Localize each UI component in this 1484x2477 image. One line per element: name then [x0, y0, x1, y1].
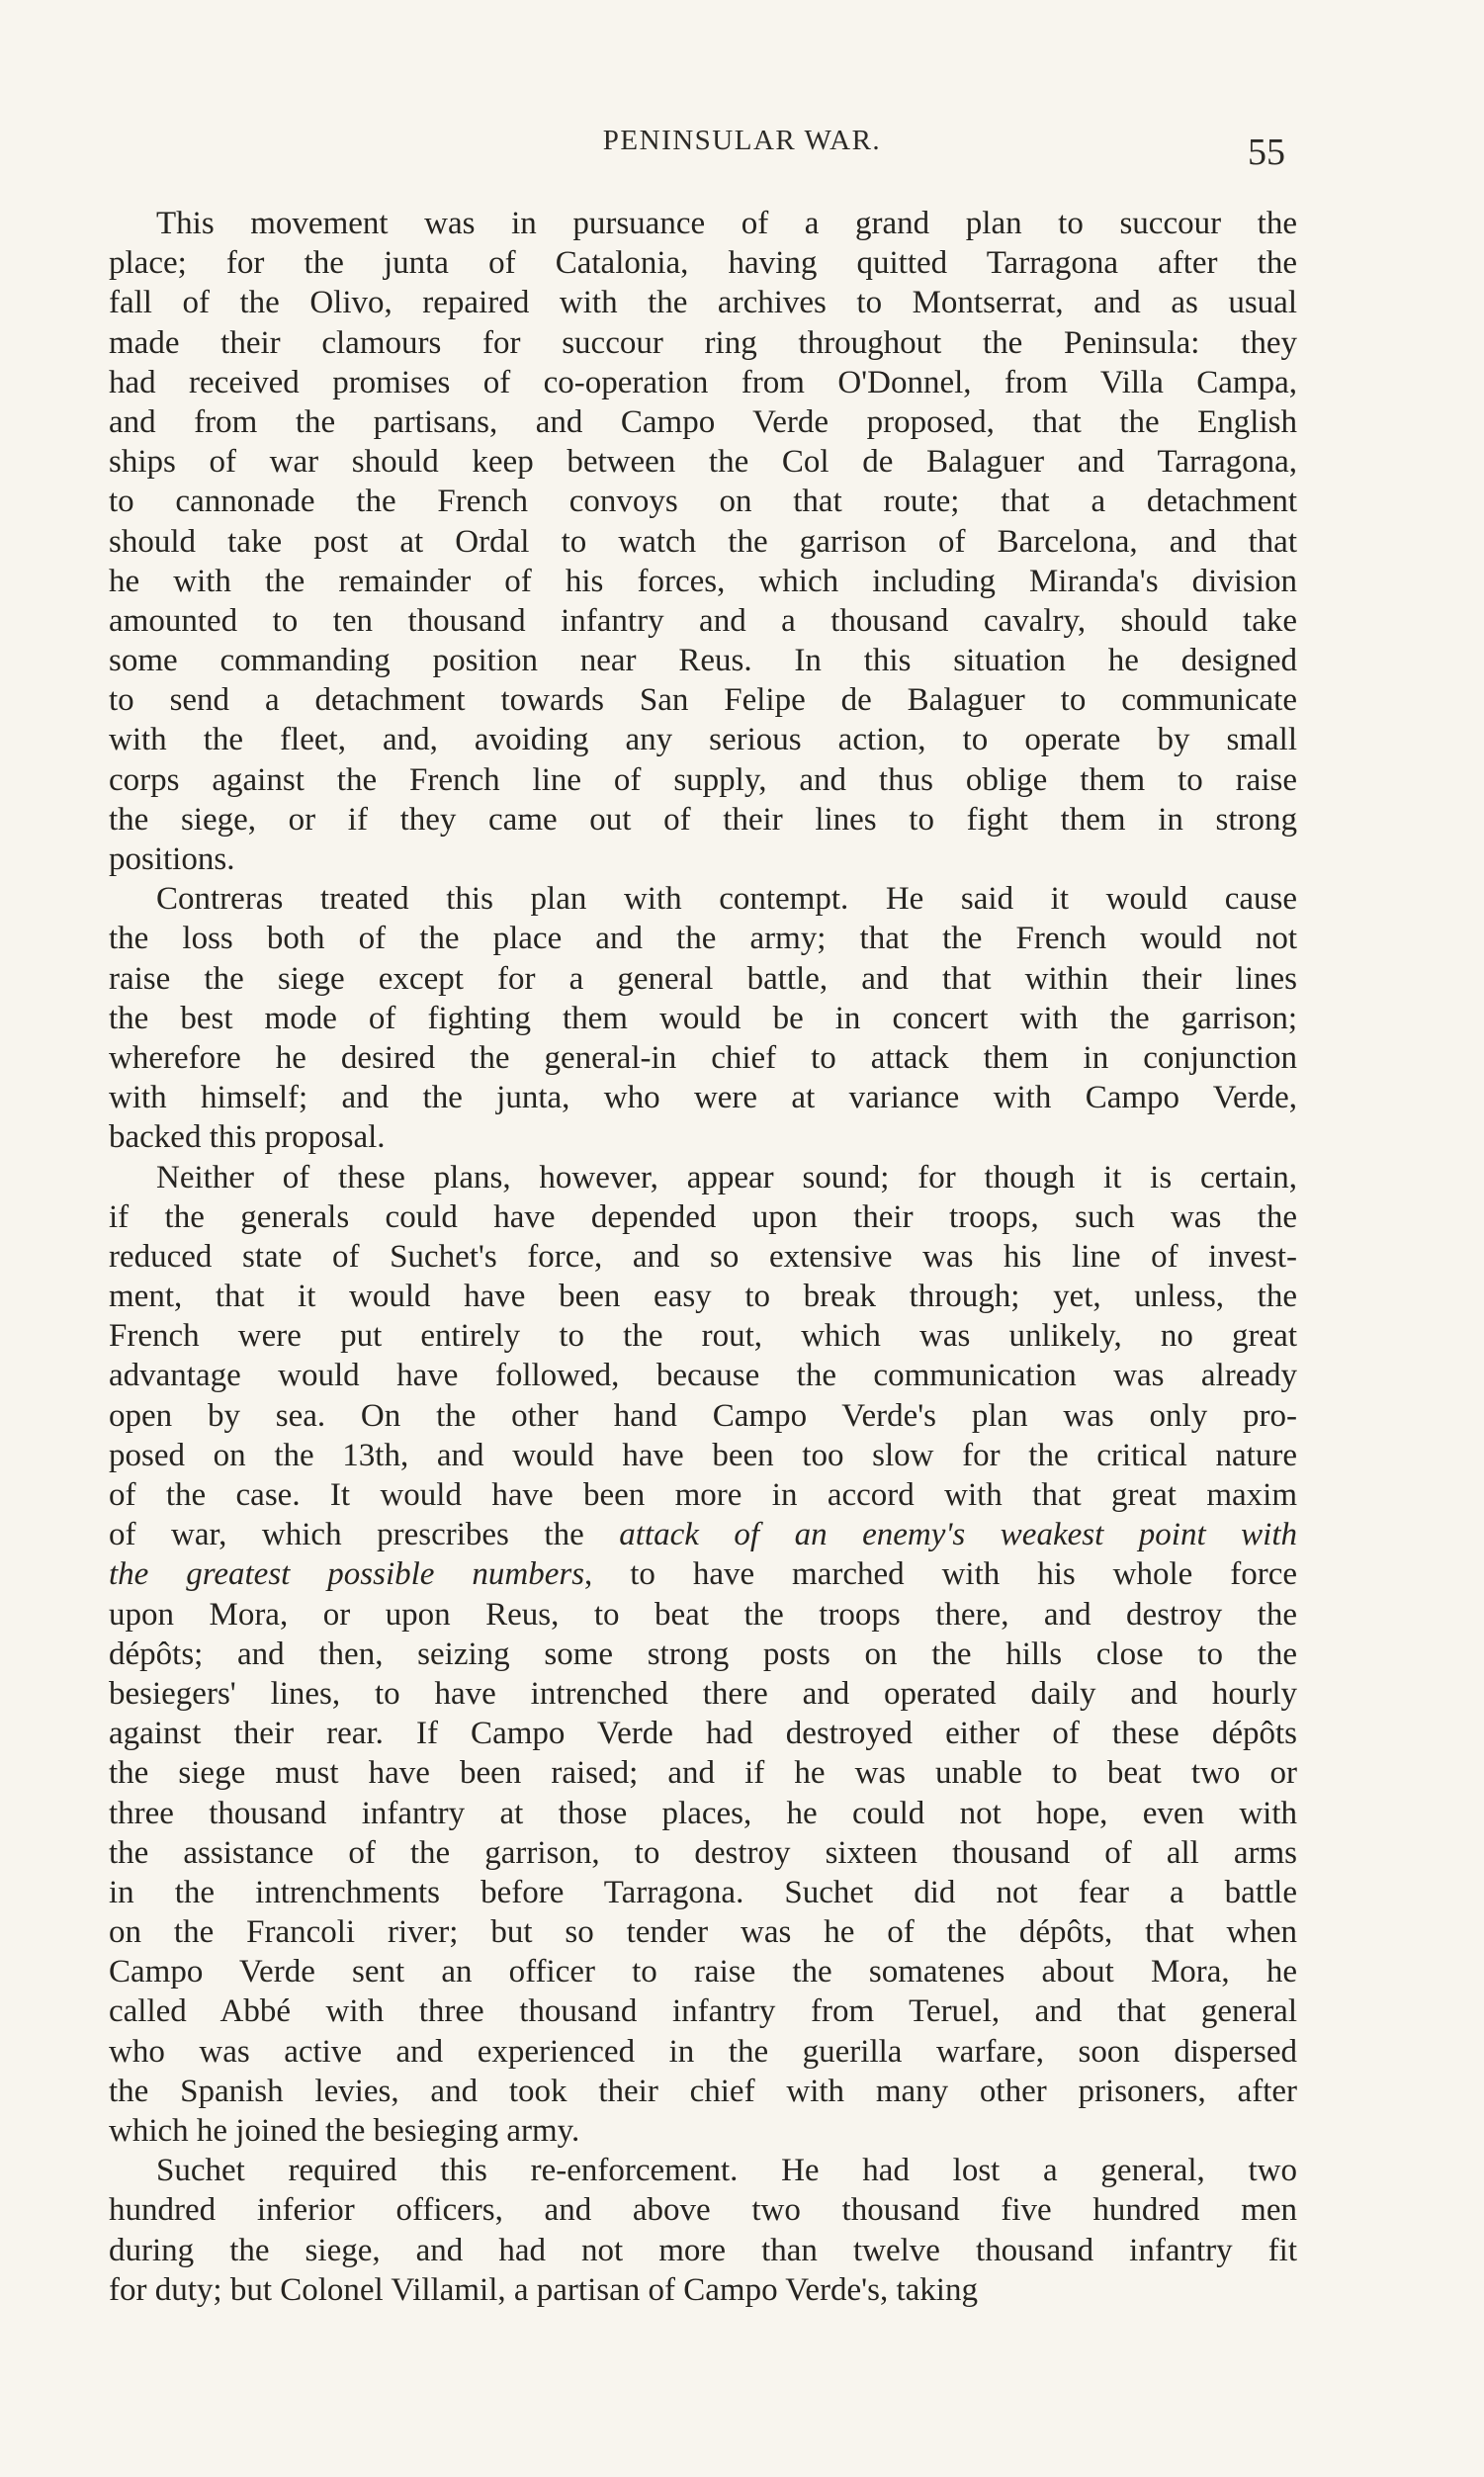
text-segment: the Spanish levies, and took their chief with many other prisoners, after [109, 2073, 1297, 2109]
text-line [109, 204, 1297, 243]
text-line [109, 959, 1297, 999]
text-line [109, 1078, 1297, 1117]
text-line [109, 680, 1297, 720]
text-line [109, 1952, 1297, 1991]
text-segment: open by sea. On the other hand Campo Verde's plan was only pro- [109, 1397, 1297, 1434]
text-line [109, 243, 1297, 283]
page-number: 55 [1248, 132, 1285, 173]
text-segment: on the Francoli river; but so tender was he of the dépôts, that when [109, 1914, 1297, 1951]
text-segment: upon Mora, or upon Reus, to beat the troops there, and destroy the [109, 1596, 1297, 1633]
text-segment: of the case. It would have been more in accord with that great maxim [109, 1477, 1297, 1513]
text-segment: with the fleet, and, avoiding any serious action, to operate by small [109, 722, 1297, 758]
text-segment: to send a detachment towards San Felipe de Balaguer to communicate [109, 682, 1297, 719]
emphasis-text: attack of an enemy's weakest point with [619, 1517, 1297, 1553]
text-line [109, 1117, 1297, 1157]
text-segment: ment, that it would have been easy to break through; yet, unless, the [109, 1279, 1297, 1315]
text-line [109, 1873, 1297, 1912]
text-segment: against their rear. If Campo Verde had destroyed either of these dépôts [109, 1716, 1297, 1752]
body-text [109, 204, 1297, 2310]
text-segment: , to have marched with his whole force [584, 1556, 1297, 1593]
text-line [109, 601, 1297, 641]
text-segment: the siege must have been raised; and if he was unable to beat two or [109, 1755, 1297, 1792]
text-segment: if the generals could have depended upon their troops, such was the [109, 1198, 1297, 1235]
text-line [109, 2111, 1297, 2151]
text-line [109, 1158, 1297, 1197]
text-segment: some commanding position near Reus. In this situation he designed [109, 643, 1297, 679]
text-segment: made their clamours for succour ring throughout the Peninsula: they [109, 324, 1297, 361]
text-line [109, 919, 1297, 958]
text-line [109, 1794, 1297, 1833]
text-segment: to cannonade the French convoys on that route; that a detachment [109, 484, 1297, 520]
text-segment: wherefore he desired the general-in chief to attack them in conjunction [109, 1039, 1297, 1076]
text-line [109, 402, 1297, 442]
text-segment: posed on the 13th, and would have been too slow for the critical nature [109, 1437, 1297, 1473]
text-line [109, 1991, 1297, 2031]
text-line [109, 1635, 1297, 1674]
text-line [109, 1436, 1297, 1475]
text-line [109, 482, 1297, 521]
text-line [109, 1237, 1297, 1277]
text-segment: besiegers' lines, to have intrenched there and operated daily and hourly [109, 1675, 1297, 1712]
text-segment: Suchet required this re-enforcement. He had lost a general, two [156, 2153, 1297, 2189]
emphasis-text: the greatest possible numbers [109, 1556, 585, 1593]
text-segment: in the intrenchments before Tarragona. Suchet did not fear a battle [109, 1874, 1297, 1910]
text-segment: place; for the junta of Catalonia, having quitted Tarragona after the [109, 245, 1297, 282]
text-segment: called Abbé with three thousand infantry from Teruel, and that general [109, 1993, 1297, 2030]
text-segment: amounted to ten thousand infantry and a thousand cavalry, should take [109, 602, 1297, 639]
text-line [109, 2151, 1297, 2190]
text-segment: reduced state of Suchet's force, and so extensive was his line of invest- [109, 1238, 1297, 1275]
text-line [109, 1714, 1297, 1753]
text-line [109, 1396, 1297, 1436]
text-line [109, 1595, 1297, 1635]
running-head: PENINSULAR WAR. [602, 125, 882, 156]
text-segment: which he joined the besieging army. [109, 2113, 580, 2149]
text-line [109, 363, 1297, 402]
text-segment: Campo Verde sent an officer to raise the somatenes about Mora, he [109, 1954, 1297, 1990]
text-segment: This movement was in pursuance of a grand plan to succour the [156, 206, 1297, 241]
text-segment: the assistance of the garrison, to destroy sixteen thousand of all arms [109, 1834, 1297, 1871]
text-segment: fall of the Olivo, repaired with the archives to Montserrat, and as usual [109, 285, 1297, 321]
text-segment: of war, which prescribes the [109, 1517, 620, 1553]
text-segment: Neither of these plans, however, appear sound; for though it is certain, [156, 1159, 1297, 1195]
text-segment: corps against the French line of supply, and thus oblige them to raise [109, 761, 1297, 798]
text-line [109, 1753, 1297, 1793]
text-line [109, 2032, 1297, 2072]
text-segment: raise the siege except for a general battle, and that within their lines [109, 960, 1297, 997]
text-segment: French were put entirely to the rout, which was unlikely, no great [109, 1318, 1297, 1355]
text-line [109, 442, 1297, 482]
text-segment: had received promises of co-operation from O'Donnel, from Villa Campa, [109, 364, 1297, 400]
text-line [109, 1554, 1297, 1594]
text-line [109, 2270, 1297, 2310]
text-segment: Contreras treated this plan with contempt. He said it would cause [156, 881, 1297, 918]
text-line [109, 1038, 1297, 1078]
text-line [109, 1833, 1297, 1873]
text-line [109, 562, 1297, 601]
text-segment: dépôts; and then, seizing some strong posts on the hills close to the [109, 1636, 1297, 1672]
text-segment: hundred inferior officers, and above two thousand five hundred men [109, 2192, 1297, 2229]
text-line [109, 1277, 1297, 1316]
text-line [109, 1515, 1297, 1554]
text-segment: the best mode of fighting them would be in concert with the garrison; [109, 1000, 1297, 1036]
text-segment: the siege, or if they came out of their lines to fight them in strong [109, 801, 1297, 838]
text-line [109, 1197, 1297, 1237]
text-line [109, 840, 1297, 879]
text-line [109, 283, 1297, 322]
text-segment: positions. [109, 841, 235, 877]
text-line [109, 1912, 1297, 1952]
text-line [109, 1475, 1297, 1515]
text-line [109, 522, 1297, 562]
text-line [109, 2072, 1297, 2111]
text-segment: three thousand infantry at those places, he could not hope, even with [109, 1795, 1297, 1831]
text-line [109, 2231, 1297, 2270]
text-line [109, 879, 1297, 919]
text-segment: for duty; but Colonel Villamil, a partisan of Campo Verde's, taking [109, 2271, 978, 2308]
text-segment: who was active and experienced in the guerilla warfare, soon dispersed [109, 2033, 1297, 2070]
text-line [109, 760, 1297, 800]
text-segment: he with the remainder of his forces, which including Miranda's division [109, 563, 1297, 599]
text-line [109, 323, 1297, 363]
text-segment: the loss both of the place and the army; that the French would not [109, 921, 1297, 957]
text-segment: should take post at Ordal to watch the garrison of Barcelona, and that [109, 523, 1297, 560]
text-line [109, 999, 1297, 1038]
text-line [109, 800, 1297, 840]
text-line [109, 1674, 1297, 1714]
text-line [109, 641, 1297, 680]
text-line [109, 1316, 1297, 1356]
text-segment: with himself; and the junta, who were at variance with Campo Verde, [109, 1080, 1297, 1116]
text-segment: ships of war should keep between the Col de Balaguer and Tarragona, [109, 444, 1297, 481]
text-segment: advantage would have followed, because the communication was already [109, 1358, 1297, 1394]
text-line [109, 720, 1297, 759]
text-line [109, 1356, 1297, 1395]
text-segment: backed this proposal. [109, 1119, 386, 1156]
text-segment: and from the partisans, and Campo Verde proposed, that the English [109, 403, 1297, 440]
text-segment: during the siege, and had not more than twelve thousand infantry fit [109, 2232, 1297, 2268]
text-line [109, 2190, 1297, 2230]
